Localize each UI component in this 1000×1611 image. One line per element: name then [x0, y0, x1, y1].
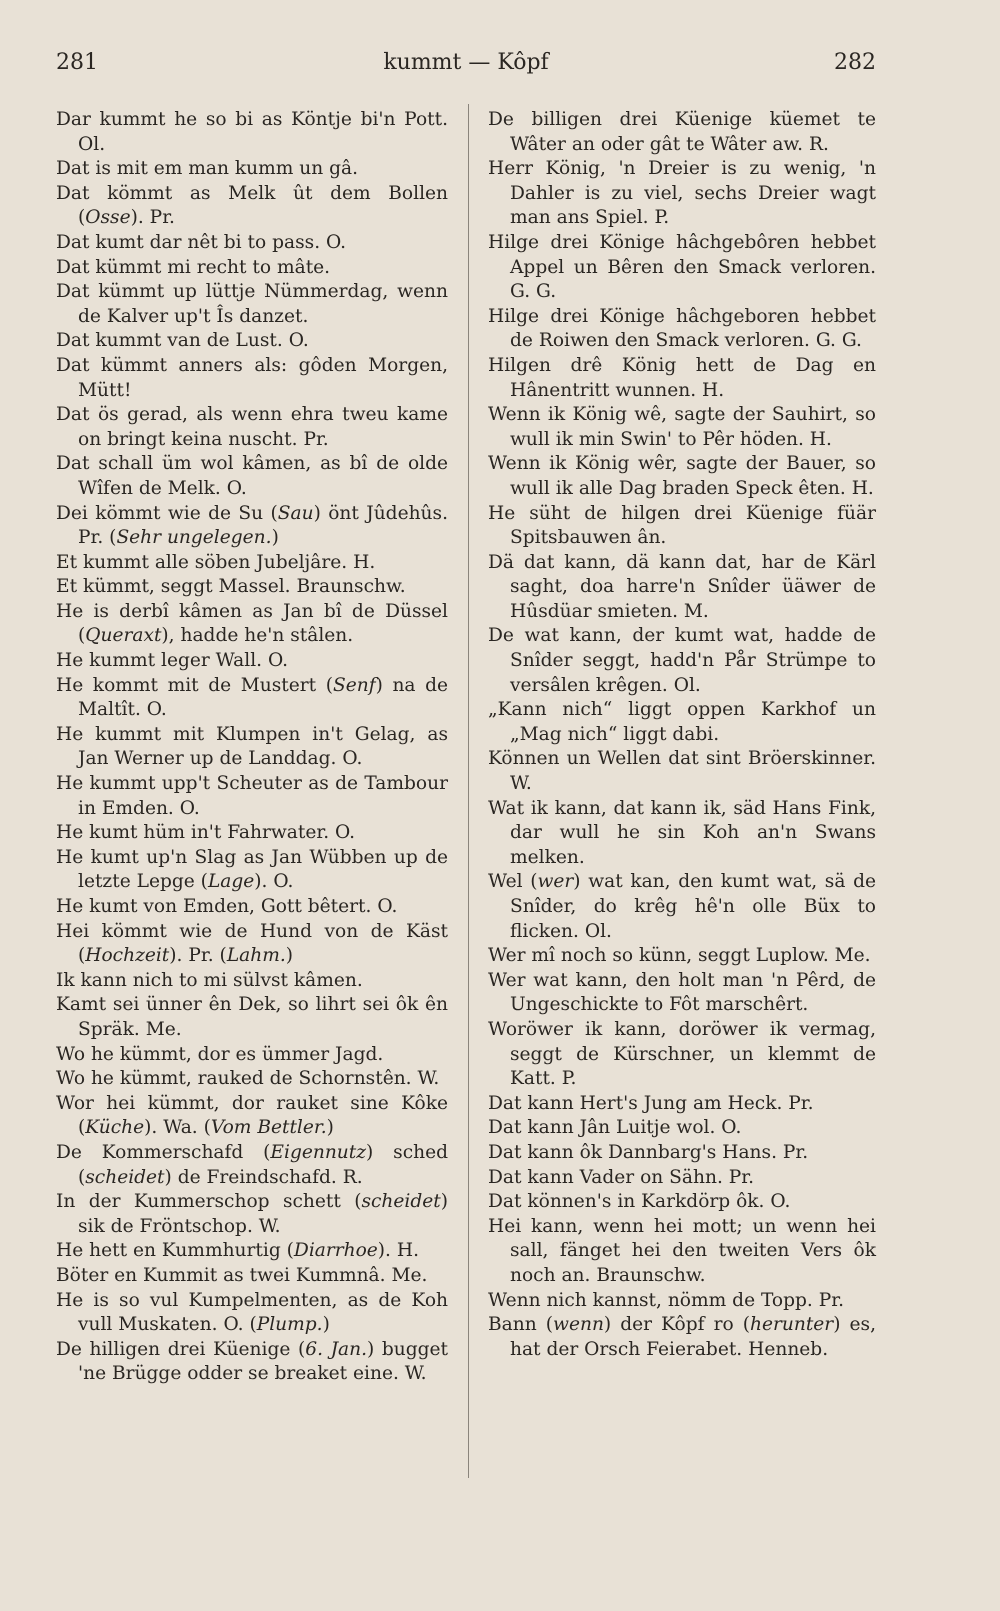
proverb-entry: Wer wat kann, den holt man 'n Pêrd, de Ungeschickte to Fôt marschêrt. [488, 969, 876, 1016]
proverb-entry: Kamt sei ünner ên Dek, so lihrt sei ôk ên Spräk. Me. [56, 994, 448, 1040]
proverb-entry: He kumt von Emden, Gott bêtert. O. [56, 896, 398, 917]
proverb-entry: Hilge drei Könige hâchgebôren hebbet Appel un Bêren den Smack verloren. G. G. [488, 231, 876, 303]
proverb-entry: Dat kümmt mi recht to mâte. [56, 256, 331, 278]
proverb-entry: He hett en Kummhurtig (Diarrhoe). H. [56, 1240, 419, 1262]
proverb-entry: Dat kann ôk Dannbarg's Hans. Pr. [488, 1141, 809, 1163]
proverb-entry: Wenn nich kannst, nömm de Topp. Pr. [488, 1289, 845, 1311]
proverb-entry: De wat kann, der kumt wat, hadde de Snîder seggt, hadd'n Pår Strümpe to versâlen krêgen. Ol. [488, 625, 876, 696]
proverb-entry: Wo he kümmt, rauked de Schornstên. W. [56, 1068, 440, 1090]
proverb-entry: Herr König, 'n Dreier is zu wenig, 'n Dahler is zu viel, sechs Dreier wagt man ans Spiel. P. [488, 158, 876, 229]
proverb-entry: He kumt up'n Slag as Jan Wübben up de letzte Lepge (Lage). O. [56, 846, 448, 893]
running-head: kummt — Kôpf [383, 50, 549, 75]
proverb-entry: Woröwer ik kann, doröwer ik vermag, seggt de Kürschner, un klemmt de Katt. P. [488, 1018, 876, 1090]
proverb-entry: De Kommerschafd (Eigennutz) sched (scheidet) de Freindschafd. R. [56, 1141, 448, 1188]
left-column [56, 108, 448, 1387]
proverb-entry: Dat kömmt as Melk ût dem Bollen (Osse). Pr. [56, 182, 448, 229]
proverb-entry: Dar kummt he so bi as Köntje bi'n Pott. Ol. [56, 109, 448, 155]
proverb-entry: Können un Wellen dat sint Bröerskinner. W. [488, 748, 876, 795]
proverb-entry: Wenn ik König wêr, sagte der Bauer, so wull ik alle Dag braden Speck êten. H. [488, 453, 876, 499]
proverb-entry: Hei kann, wenn hei mott; un wenn hei sall, fänget hei den tweiten Vers ôk noch an. Braunschw. [488, 1215, 876, 1286]
proverb-entry: Hilgen drê König hett de Dag en Hânentritt wunnen. H. [488, 354, 876, 401]
proverb-entry: Wor hei kümmt, dor rauket sine Kôke (Küche). Wa. (Vom Bettler.) [56, 1092, 448, 1139]
proverb-entry: Dat kummt van de Lust. O. [56, 330, 309, 352]
right-column [488, 108, 876, 1362]
proverb-entry: Wer mî noch so künn, seggt Luplow. Me. [488, 945, 871, 967]
proverb-entry: Dat kann Hert's Jung am Heck. Pr. [488, 1092, 814, 1114]
proverb-entry: Wenn ik König wê, sagte der Sauhirt, so wull ik min Swin' to Pêr höden. H. [488, 404, 876, 450]
proverb-entry: Wat ik kann, dat kann ik, säd Hans Fink, dar wull he sin Koh an'n Swans melken. [488, 797, 876, 868]
proverb-entry: Dat is mit em man kumm un gâ. [56, 158, 359, 180]
proverb-entry: Dat schall üm wol kâmen, as bî de olde Wîfen de Melk. O. [56, 453, 448, 499]
proverb-entry: Wel (wer) wat kan, den kumt wat, sä de Snîder, do krêg hê'n olle Büx to flicken. Ol. [488, 871, 876, 942]
proverb-entry: Dat kümmt up lüttje Nümmerdag, wenn de Kalver up't Îs danzet. [56, 281, 448, 327]
proverb-entry: He süht de hilgen drei Küenige füär Spitsbauwen ân. [488, 502, 876, 549]
proverb-entry: Böter en Kummit as twei Kummnâ. Me. [56, 1264, 428, 1286]
proverb-entry: Et kümmt, seggt Massel. Braunschw. [56, 576, 406, 598]
proverb-entry: Hilge drei Könige hâchgeboren hebbet de Roiwen den Smack verloren. G. G. [488, 305, 876, 352]
proverb-entry: Wo he kümmt, dor es ümmer Jagd. [56, 1043, 384, 1065]
right-page-number: 282 [834, 50, 876, 75]
proverb-entry: Et kummt alle söben Jubeljâre. H. [56, 551, 376, 573]
proverb-entry: Dat kümmt anners als: gôden Morgen, Mütt! [56, 354, 448, 401]
proverb-entry: He kummt mit Klumpen in't Gelag, as Jan Werner up de Landdag. O. [56, 723, 448, 770]
column-divider [468, 104, 469, 1478]
proverb-entry: Dat kumt dar nêt bi to pass. O. [56, 231, 347, 253]
proverb-entry: Dä dat kann, dä kann dat, har de Kärl saght, doa harre'n Snîder üäwer de Hûsdüar smieten. M. [488, 551, 876, 622]
proverb-entry: He kumt hüm in't Fahrwater. O. [56, 822, 356, 844]
proverb-entry: Dat können's in Karkdörp ôk. O. [488, 1191, 791, 1213]
proverb-entry: Bann (wenn) der Kôpf ro (herunter) es, hat der Orsch Feierabet. Henneb. [488, 1314, 876, 1360]
proverb-entry: Hei kömmt wie de Hund von de Käst (Hochzeit). Pr. (Lahm.) [56, 920, 448, 967]
proverb-entry: Dat kann Vader on Sähn. Pr. [488, 1166, 755, 1188]
proverb-entry: He kummt upp't Scheuter as de Tambour in Emden. O. [56, 773, 448, 819]
proverb-entry: „Kann nich“ liggt oppen Karkhof un „Mag nich“ liggt dabi. [488, 699, 876, 745]
proverb-entry: He kommt mit de Mustert (Senf) na de Maltît. O. [56, 674, 448, 721]
proverb-entry: Dat kann Jân Luitje wol. O. [488, 1117, 742, 1139]
proverb-entry: He is derbî kâmen as Jan bî de Düssel (Queraxt), hadde he'n stâlen. [56, 600, 448, 647]
left-page-number: 281 [56, 50, 98, 75]
proverb-entry: Dat ös gerad, als wenn ehra tweu kame on bringt keina nuscht. Pr. [56, 404, 448, 450]
proverb-entry: In der Kummerschop schett (scheidet) sik de Fröntschop. W. [56, 1191, 448, 1237]
proverb-entry: De hilligen drei Küenige (6. Jan.) bugget 'ne Brügge odder se breaket eine. W. [56, 1338, 449, 1385]
proverb-entry: Dei kömmt wie de Su (Sau) önt Jûdehûs. Pr. (Sehr ungelegen.) [56, 502, 448, 549]
proverb-entry: He is so vul Kumpelmenten, as de Koh vull Muskaten. O. (Plump.) [56, 1289, 448, 1336]
proverb-entry: He kummt leger Wall. O. [56, 650, 289, 672]
proverb-entry: De billigen drei Küenige küemet te Wâter an oder gât te Wâter aw. R. [488, 109, 876, 155]
proverb-entry: Ik kann nich to mi sülvst kâmen. [56, 969, 363, 991]
page-header [56, 50, 876, 84]
